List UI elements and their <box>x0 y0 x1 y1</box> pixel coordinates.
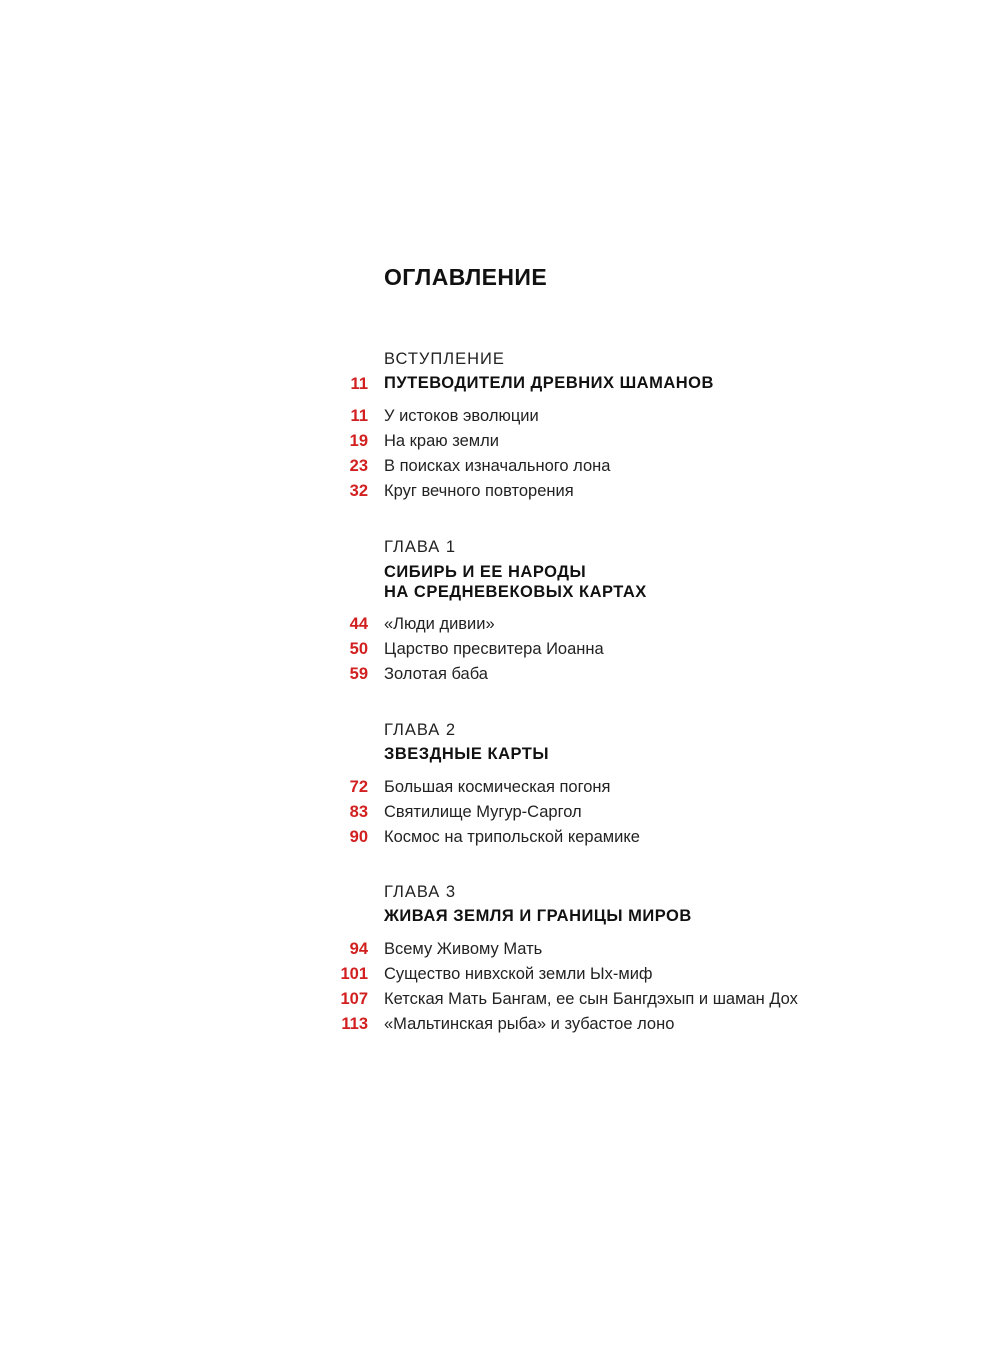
toc-entry[interactable]: У истоков эволюции <box>384 407 539 425</box>
toc-entry[interactable]: Космос на трипольской керамике <box>384 828 640 846</box>
section-heading[interactable]: ЖИВАЯ ЗЕМЛЯ И ГРАНИЦЫ МИРОВ <box>384 907 692 925</box>
entry-page-number[interactable]: 113 <box>341 1015 368 1033</box>
section-label: ВСТУПЛЕНИЕ <box>384 350 505 368</box>
entry-page-number[interactable]: 11 <box>350 407 368 425</box>
toc-title: ОГЛАВЛЕНИЕ <box>384 264 548 290</box>
section-label: ГЛАВА 3 <box>384 883 457 901</box>
entry-page-number[interactable]: 83 <box>349 803 368 821</box>
section-heading[interactable]: ЗВЕЗДНЫЕ КАРТЫ <box>384 745 550 763</box>
section-heading-line-2[interactable]: НА СРЕДНЕВЕКОВЫХ КАРТАХ <box>384 583 647 601</box>
heading-page-number[interactable]: 11 <box>350 375 368 393</box>
toc-entry[interactable]: Существо нивхской земли Ыx-миф <box>384 965 653 983</box>
toc-entry[interactable]: «Мальтинская рыба» и зубастое лоно <box>384 1015 675 1033</box>
toc-entry[interactable]: Золотая баба <box>384 665 488 683</box>
entry-page-number[interactable]: 94 <box>349 940 368 958</box>
entry-page-number[interactable]: 59 <box>349 665 368 683</box>
entry-page-number[interactable]: 72 <box>349 778 368 796</box>
entry-page-number[interactable]: 90 <box>349 828 368 846</box>
section-label: ГЛАВА 2 <box>384 721 457 739</box>
toc-entry[interactable]: Кетская Мать Бангам, ее сын Бангдэхып и шаман Дох <box>384 990 798 1008</box>
toc-entry[interactable]: Всему Живому Мать <box>384 940 543 958</box>
entry-page-number[interactable]: 32 <box>349 482 368 500</box>
section-heading[interactable]: СИБИРЬ И ЕЕ НАРОДЫ <box>384 563 587 581</box>
section-heading[interactable]: ПУТЕВОДИТЕЛИ ДРЕВНИХ ШАМАНОВ <box>384 374 714 392</box>
entry-page-number[interactable]: 50 <box>349 640 368 658</box>
entry-page-number[interactable]: 101 <box>340 965 368 983</box>
toc-entry[interactable]: Царство пресвитера Иоанна <box>384 640 604 658</box>
entry-page-number[interactable]: 107 <box>340 990 368 1008</box>
toc-entry[interactable]: Круг вечного повторения <box>384 482 574 500</box>
toc-entry[interactable]: Святилище Мугур-Саргол <box>384 803 582 821</box>
toc-entry[interactable]: «Люди дивии» <box>384 615 495 633</box>
entry-page-number[interactable]: 19 <box>349 432 368 450</box>
entry-page-number[interactable]: 44 <box>349 615 368 633</box>
toc-entry[interactable]: На краю земли <box>384 432 499 450</box>
entry-page-number[interactable]: 23 <box>349 457 368 475</box>
section-label: ГЛАВА 1 <box>384 538 457 556</box>
toc-entry[interactable]: Большая космическая погоня <box>384 778 611 796</box>
toc-entry[interactable]: В поисках изначального лона <box>384 457 611 475</box>
